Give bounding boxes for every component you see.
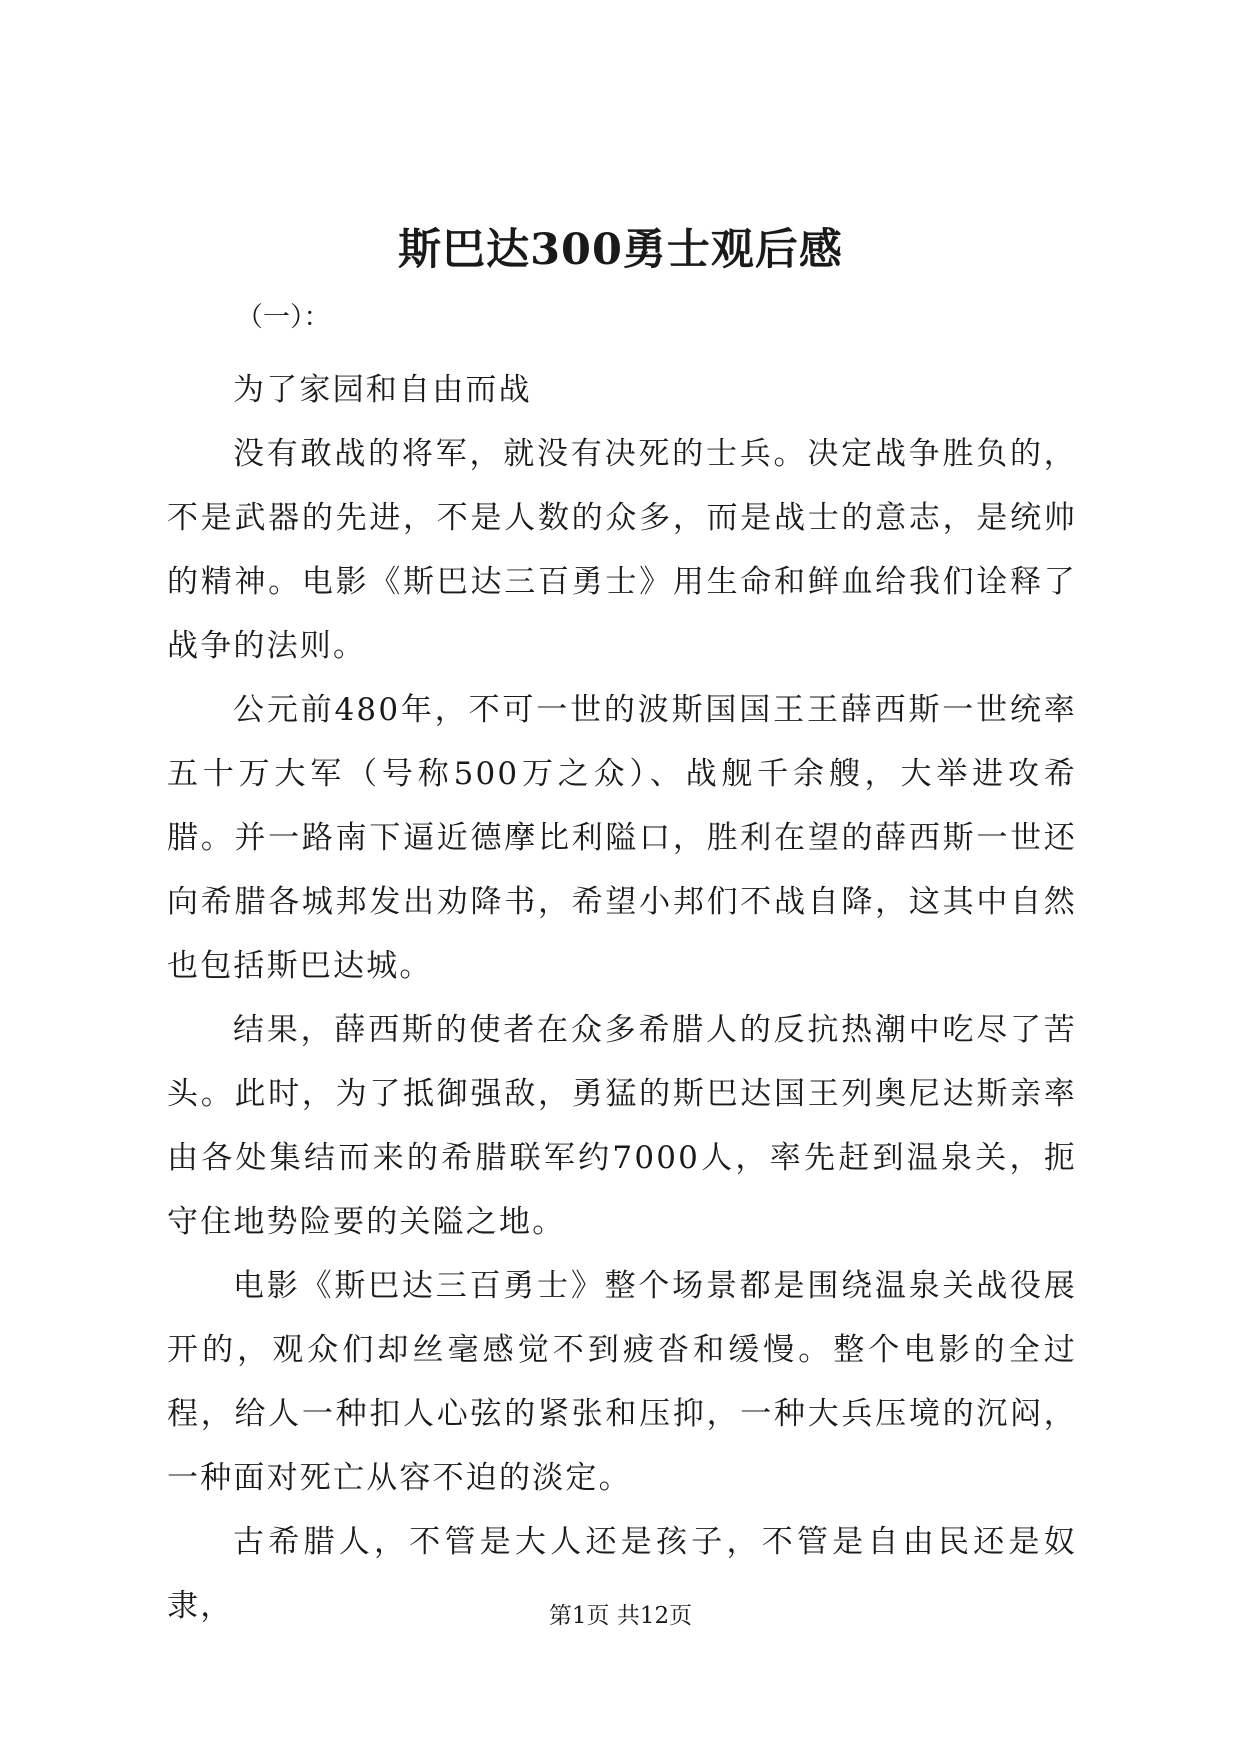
paragraph: 公元前480年，不可一世的波斯国国王王薛西斯一世统率五十万大军（号称500万之众）、战舰千余艘，大举进攻希腊。并一路南下逼近德摩比利隘口，胜利在望的薛西斯一世还向希腊各城邦发出劝降书，希望小邦们不战自降，这其中自然也包括斯巴达城。 [167, 692, 1077, 984]
paragraph: 古希腊人，不管是大人还是孩子，不管是自由民还是奴隶， [167, 1524, 1077, 1624]
paragraph: 没有敢战的将军，就没有决死的士兵。决定战争胜负的，不是武器的先进，不是人数的众多，而是战士的意志，是统帅的精神。电影《斯巴达三百勇士》用生命和鲜血给我们诠释了战争的法则。 [167, 436, 1077, 664]
page-number-footer: 第1页 共12页 [548, 1603, 693, 1629]
document-title: 斯巴达300勇士观后感 [398, 225, 843, 275]
paragraph: 结果，薛西斯的使者在众多希腊人的反抗热潮中吃尽了苦头。此时，为了抵御强敌，勇猛的斯巴达国王列奥尼达斯亲率由各处集结而来的希腊联军约7000人，率先赶到温泉关，扼守住地势险要的关隘之地。 [167, 1012, 1077, 1240]
section-marker: （一）： [236, 302, 331, 333]
document-body [167, 358, 1077, 1638]
paragraph: 电影《斯巴达三百勇士》整个场景都是围绕温泉关战役展开的，观众们却丝毫感觉不到疲沓和缓慢。整个电影的全过程，给人一种扣人心弦的紧张和压抑，一种大兵压境的沉闷，一种面对死亡从容不迫的淡定。 [167, 1268, 1077, 1496]
paragraph: 为了家园和自由而战 [233, 372, 532, 408]
